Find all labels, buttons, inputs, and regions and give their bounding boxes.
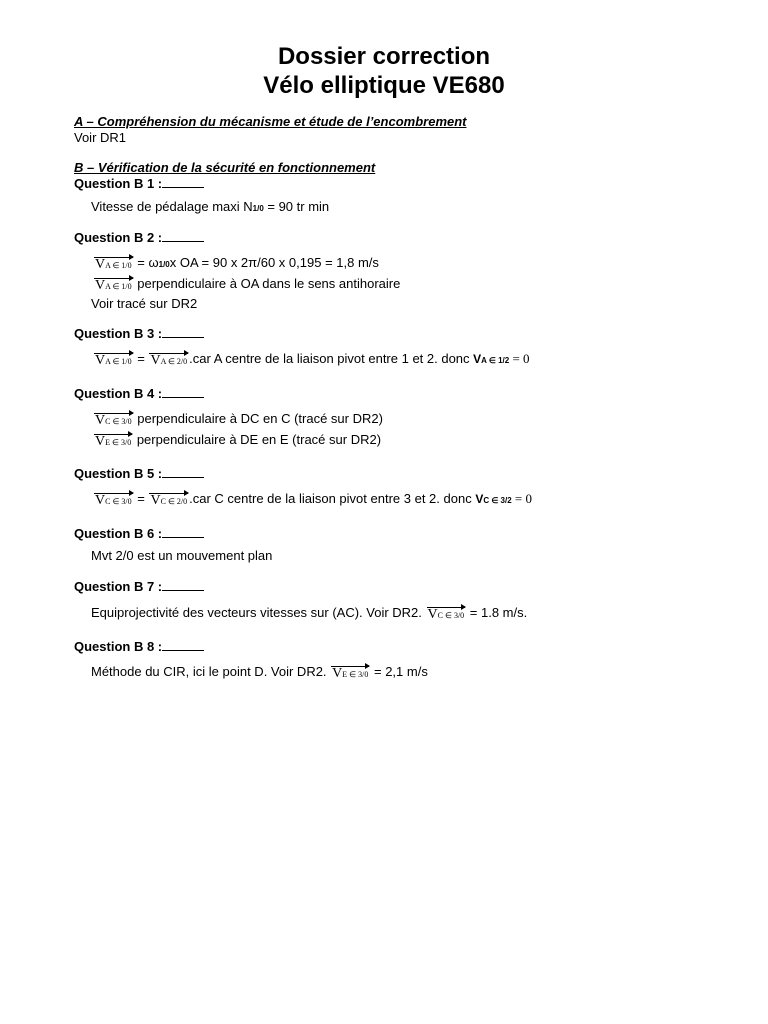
velocity-vector: VC ∈ 3/0: [95, 492, 132, 508]
question-b6-answer: Mvt 2/0 est un mouvement plan: [91, 548, 273, 563]
question-b6-label: Question B 6 :: [74, 526, 204, 541]
question-b8-answer: Méthode du CIR, ici le point D. Voir DR2. VE ∈ 3/0 = 2,1 m/s: [91, 664, 428, 681]
question-b2-line3: Voir tracé sur DR2: [91, 296, 198, 311]
velocity-vector: VA ∈ 1/0: [95, 256, 132, 272]
section-a-heading: A – Compréhension du mécanisme et étude de l’encombrement: [74, 114, 467, 129]
question-b5-answer: VC ∈ 3/0 = VC ∈ 2/0 .car C centre de la liaison pivot entre 3 et 2. donc VC ∈ 3/2 = 0: [95, 491, 532, 508]
question-b7-answer: Equiprojectivité des vecteurs vitesses sur (AC). Voir DR2. VC ∈ 3/0 = 1.8 m/s.: [91, 605, 528, 622]
section-a-text: Voir DR1: [74, 130, 127, 145]
question-b2-line1: VA ∈ 1/0 = ω1/0x OA = 90 x 2π/60 x 0,195 = 1,8 m/s: [95, 255, 379, 272]
question-b2-line2: VA ∈ 1/0 perpendiculaire à OA dans le sens antihoraire: [95, 276, 401, 293]
question-b5-label: Question B 5 :: [74, 466, 204, 481]
question-b3-label: Question B 3 :: [74, 326, 204, 341]
question-b4-line2: VE ∈ 3/0 perpendiculaire à DE en E (tracé sur DR2): [95, 432, 382, 449]
question-b4-line1: VC ∈ 3/0 perpendiculaire à DC en C (tracé sur DR2): [95, 411, 383, 428]
question-b7-label: Question B 7 :: [74, 579, 204, 594]
velocity-vector: VA ∈ 2/0: [150, 352, 188, 368]
question-b1-answer: Vitesse de pédalage maxi N1/0 = 90 tr min: [91, 199, 330, 214]
page-title: Dossier correction: [277, 43, 491, 70]
velocity-vector: VA ∈ 1/0: [95, 352, 132, 368]
bold-velocity: VC ∈ 3/2: [475, 492, 512, 506]
velocity-vector: VE ∈ 3/0: [95, 433, 132, 449]
bold-velocity: VA ∈ 1/2: [473, 352, 510, 366]
question-b8-label: Question B 8 :: [74, 639, 204, 654]
velocity-vector: VE ∈ 3/0: [332, 665, 369, 681]
question-b2-label: Question B 2 :: [74, 230, 204, 245]
page-subtitle: Vélo elliptique VE680: [263, 72, 505, 99]
section-b-heading: B – Vérification de la sécurité en fonctionnement: [74, 160, 376, 175]
velocity-vector: VA ∈ 1/0: [95, 277, 132, 293]
velocity-vector: VC ∈ 3/0: [95, 412, 132, 428]
velocity-vector: VC ∈ 2/0: [150, 492, 188, 508]
velocity-vector: VC ∈ 3/0: [427, 606, 465, 622]
question-b1-label: Question B 1 :: [74, 176, 204, 191]
question-b3-answer: VA ∈ 1/0 = VA ∈ 2/0 .car A centre de la liaison pivot entre 1 et 2. donc VA ∈ 1/2 = 0: [95, 351, 530, 368]
question-b4-label: Question B 4 :: [74, 386, 204, 401]
